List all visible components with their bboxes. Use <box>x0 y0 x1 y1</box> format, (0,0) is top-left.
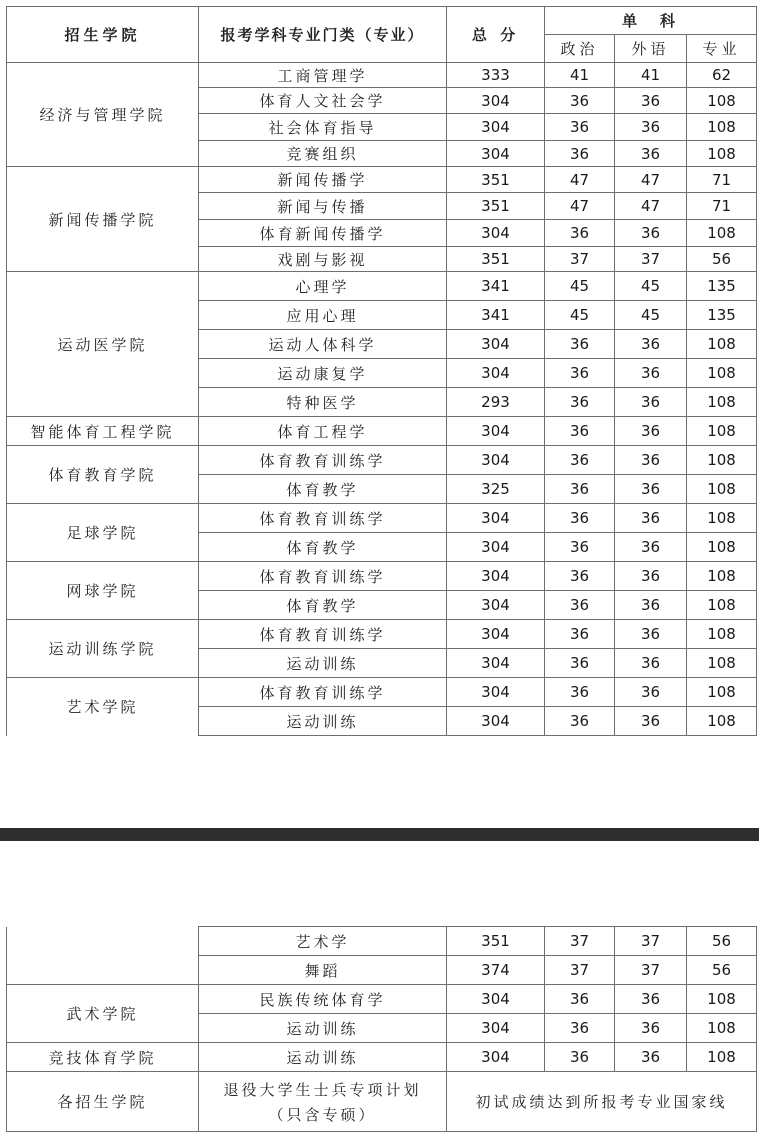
language-score-cell: 36 <box>615 1043 687 1072</box>
politics-score-cell: 36 <box>545 220 615 247</box>
specialty-score-cell: 108 <box>687 88 757 114</box>
college-cell: 足球学院 <box>7 504 199 562</box>
politics-score-cell: 36 <box>545 330 615 359</box>
specialty-score-cell: 108 <box>687 220 757 247</box>
politics-score-cell: 36 <box>545 985 615 1014</box>
politics-score-cell: 36 <box>545 359 615 388</box>
total-score-cell: 304 <box>447 330 545 359</box>
politics-score-cell: 37 <box>545 247 615 272</box>
header-total: 总 分 <box>447 7 545 63</box>
total-score-cell: 293 <box>447 388 545 417</box>
politics-score-cell: 36 <box>545 417 615 446</box>
language-score-cell: 36 <box>615 562 687 591</box>
major-cell: 运动人体科学 <box>199 330 447 359</box>
major-cell: 体育新闻传播学 <box>199 220 447 247</box>
table-row <box>7 272 757 301</box>
header-language: 外语 <box>615 35 687 63</box>
major-cell: 戏剧与影视 <box>199 247 447 272</box>
header-college: 招生学院 <box>7 7 199 63</box>
total-score-cell: 351 <box>447 167 545 193</box>
major-cell: 新闻传播学 <box>199 167 447 193</box>
table-row <box>7 63 757 88</box>
college-cell: 新闻传播学院 <box>7 167 199 272</box>
politics-score-cell: 45 <box>545 301 615 330</box>
politics-score-cell: 36 <box>545 533 615 562</box>
major-cell: 应用心理 <box>199 301 447 330</box>
college-cell <box>7 927 199 985</box>
politics-score-cell: 45 <box>545 272 615 301</box>
specialty-score-cell: 56 <box>687 247 757 272</box>
header-single-subject: 单 科 <box>545 7 757 35</box>
specialty-score-cell: 108 <box>687 533 757 562</box>
language-score-cell: 47 <box>615 167 687 193</box>
table-row <box>7 562 757 591</box>
college-cell: 智能体育工程学院 <box>7 417 199 446</box>
politics-score-cell: 36 <box>545 88 615 114</box>
major-cell: 体育教育训练学 <box>199 504 447 533</box>
language-score-cell: 37 <box>615 247 687 272</box>
header-politics: 政治 <box>545 35 615 63</box>
specialty-score-cell: 135 <box>687 272 757 301</box>
total-score-cell: 304 <box>447 417 545 446</box>
major-line-2: （只含专硕） <box>268 1105 377 1124</box>
specialty-score-cell: 108 <box>687 678 757 707</box>
total-score-cell: 304 <box>447 504 545 533</box>
score-table-bottom <box>6 926 757 1132</box>
total-score-cell: 304 <box>447 707 545 736</box>
specialty-score-cell: 108 <box>687 475 757 504</box>
college-cell: 网球学院 <box>7 562 199 620</box>
table-row <box>7 417 757 446</box>
specialty-score-cell: 108 <box>687 446 757 475</box>
major-cell: 竞赛组织 <box>199 141 447 167</box>
major-cell: 民族传统体育学 <box>199 985 447 1014</box>
major-cell: 心理学 <box>199 272 447 301</box>
total-score-cell: 304 <box>447 114 545 141</box>
total-score-cell: 304 <box>447 649 545 678</box>
language-score-cell: 36 <box>615 649 687 678</box>
total-score-cell: 304 <box>447 562 545 591</box>
major-cell: 体育教学 <box>199 475 447 504</box>
specialty-score-cell: 56 <box>687 956 757 985</box>
language-score-cell: 36 <box>615 591 687 620</box>
language-score-cell: 36 <box>615 220 687 247</box>
specialty-score-cell: 62 <box>687 63 757 88</box>
table-row <box>7 620 757 649</box>
score-requirement-note: 初试成绩达到所报考专业国家线 <box>447 1072 757 1132</box>
language-score-cell: 36 <box>615 330 687 359</box>
language-score-cell: 36 <box>615 114 687 141</box>
language-score-cell: 36 <box>615 707 687 736</box>
table-row <box>7 167 757 193</box>
language-score-cell: 36 <box>615 446 687 475</box>
score-table-top <box>6 6 757 736</box>
total-score-cell: 304 <box>447 533 545 562</box>
table-row <box>7 446 757 475</box>
major-cell: 体育人文社会学 <box>199 88 447 114</box>
specialty-score-cell: 108 <box>687 114 757 141</box>
total-score-cell: 351 <box>447 247 545 272</box>
header-specialty: 专业 <box>687 35 757 63</box>
language-score-cell: 45 <box>615 301 687 330</box>
total-score-cell: 351 <box>447 193 545 220</box>
specialty-score-cell: 108 <box>687 330 757 359</box>
politics-score-cell: 36 <box>545 678 615 707</box>
language-score-cell: 36 <box>615 533 687 562</box>
total-score-cell: 304 <box>447 1043 545 1072</box>
total-score-cell: 374 <box>447 956 545 985</box>
college-cell: 艺术学院 <box>7 678 199 736</box>
total-score-cell: 304 <box>447 591 545 620</box>
total-score-cell: 325 <box>447 475 545 504</box>
college-cell: 各招生学院 <box>7 1072 199 1132</box>
language-score-cell: 36 <box>615 359 687 388</box>
total-score-cell: 304 <box>447 985 545 1014</box>
politics-score-cell: 36 <box>545 388 615 417</box>
language-score-cell: 36 <box>615 620 687 649</box>
major-cell: 工商管理学 <box>199 63 447 88</box>
total-score-cell: 341 <box>447 272 545 301</box>
major-cell: 体育工程学 <box>199 417 447 446</box>
language-score-cell: 37 <box>615 956 687 985</box>
language-score-cell: 41 <box>615 63 687 88</box>
total-score-cell: 341 <box>447 301 545 330</box>
politics-score-cell: 36 <box>545 1043 615 1072</box>
major-line-1: 退役大学生士兵专项计划 <box>223 1080 422 1099</box>
specialty-score-cell: 56 <box>687 927 757 956</box>
specialty-score-cell: 108 <box>687 620 757 649</box>
politics-score-cell: 36 <box>545 591 615 620</box>
major-cell <box>199 1072 447 1132</box>
major-cell: 特种医学 <box>199 388 447 417</box>
specialty-score-cell: 135 <box>687 301 757 330</box>
language-score-cell: 36 <box>615 475 687 504</box>
specialty-score-cell: 108 <box>687 388 757 417</box>
table-row <box>7 927 757 956</box>
politics-score-cell: 37 <box>545 927 615 956</box>
language-score-cell: 36 <box>615 417 687 446</box>
major-cell: 艺术学 <box>199 927 447 956</box>
total-score-cell: 351 <box>447 927 545 956</box>
college-cell: 运动医学院 <box>7 272 199 417</box>
major-cell: 体育教育训练学 <box>199 678 447 707</box>
politics-score-cell: 36 <box>545 141 615 167</box>
politics-score-cell: 36 <box>545 504 615 533</box>
table-row <box>7 985 757 1014</box>
language-score-cell: 36 <box>615 141 687 167</box>
major-cell: 运动康复学 <box>199 359 447 388</box>
politics-score-cell: 36 <box>545 562 615 591</box>
page-divider <box>0 828 759 841</box>
total-score-cell: 304 <box>447 141 545 167</box>
major-cell: 运动训练 <box>199 707 447 736</box>
specialty-score-cell: 108 <box>687 359 757 388</box>
major-cell: 新闻与传播 <box>199 193 447 220</box>
major-cell: 体育教学 <box>199 591 447 620</box>
politics-score-cell: 37 <box>545 956 615 985</box>
major-cell: 体育教学 <box>199 533 447 562</box>
major-cell: 舞蹈 <box>199 956 447 985</box>
language-score-cell: 37 <box>615 927 687 956</box>
politics-score-cell: 47 <box>545 193 615 220</box>
specialty-score-cell: 108 <box>687 985 757 1014</box>
language-score-cell: 36 <box>615 678 687 707</box>
college-cell: 经济与管理学院 <box>7 63 199 167</box>
table-row-veteran-plan <box>7 1072 757 1132</box>
table-row <box>7 504 757 533</box>
major-cell: 体育教育训练学 <box>199 562 447 591</box>
language-score-cell: 36 <box>615 1014 687 1043</box>
politics-score-cell: 36 <box>545 620 615 649</box>
college-cell: 运动训练学院 <box>7 620 199 678</box>
specialty-score-cell: 108 <box>687 707 757 736</box>
major-cell: 体育教育训练学 <box>199 446 447 475</box>
politics-score-cell: 36 <box>545 649 615 678</box>
specialty-score-cell: 108 <box>687 562 757 591</box>
major-cell: 运动训练 <box>199 649 447 678</box>
language-score-cell: 36 <box>615 504 687 533</box>
language-score-cell: 36 <box>615 985 687 1014</box>
major-cell: 运动训练 <box>199 1043 447 1072</box>
total-score-cell: 304 <box>447 1014 545 1043</box>
specialty-score-cell: 108 <box>687 649 757 678</box>
specialty-score-cell: 108 <box>687 1043 757 1072</box>
specialty-score-cell: 108 <box>687 141 757 167</box>
college-cell: 竞技体育学院 <box>7 1043 199 1072</box>
college-cell: 体育教育学院 <box>7 446 199 504</box>
language-score-cell: 47 <box>615 193 687 220</box>
major-cell: 体育教育训练学 <box>199 620 447 649</box>
total-score-cell: 304 <box>447 88 545 114</box>
specialty-score-cell: 71 <box>687 167 757 193</box>
total-score-cell: 304 <box>447 678 545 707</box>
specialty-score-cell: 108 <box>687 1014 757 1043</box>
table-row <box>7 1043 757 1072</box>
politics-score-cell: 36 <box>545 475 615 504</box>
politics-score-cell: 36 <box>545 114 615 141</box>
specialty-score-cell: 108 <box>687 417 757 446</box>
total-score-cell: 304 <box>447 220 545 247</box>
politics-score-cell: 36 <box>545 1014 615 1043</box>
language-score-cell: 45 <box>615 272 687 301</box>
total-score-cell: 304 <box>447 359 545 388</box>
language-score-cell: 36 <box>615 388 687 417</box>
total-score-cell: 304 <box>447 446 545 475</box>
total-score-cell: 333 <box>447 63 545 88</box>
specialty-score-cell: 108 <box>687 591 757 620</box>
specialty-score-cell: 108 <box>687 504 757 533</box>
specialty-score-cell: 71 <box>687 193 757 220</box>
major-cell: 运动训练 <box>199 1014 447 1043</box>
total-score-cell: 304 <box>447 620 545 649</box>
college-cell: 武术学院 <box>7 985 199 1043</box>
politics-score-cell: 36 <box>545 707 615 736</box>
language-score-cell: 36 <box>615 88 687 114</box>
politics-score-cell: 47 <box>545 167 615 193</box>
major-cell: 社会体育指导 <box>199 114 447 141</box>
politics-score-cell: 36 <box>545 446 615 475</box>
table-row <box>7 678 757 707</box>
politics-score-cell: 41 <box>545 63 615 88</box>
header-major: 报考学科专业门类（专业） <box>199 7 447 63</box>
